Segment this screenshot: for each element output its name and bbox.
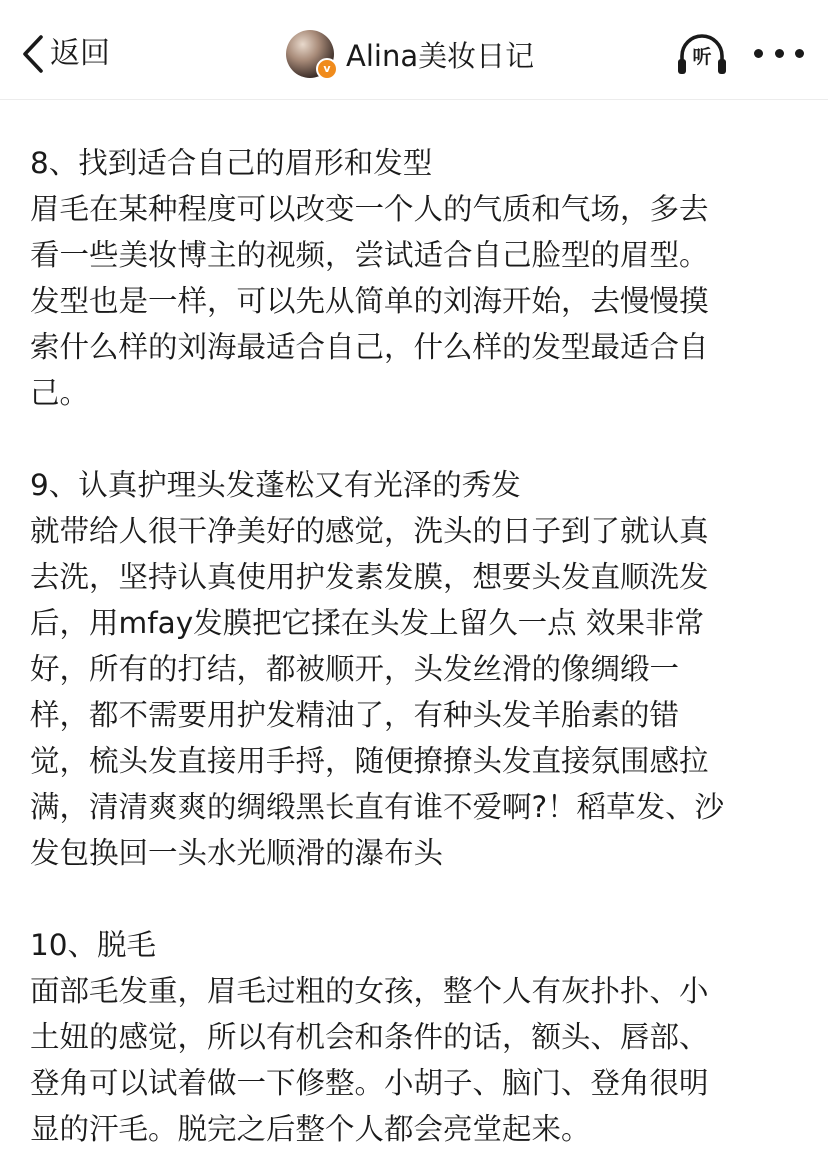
paragraph-line: 土妞的感觉，所以有机会和条件的话，额头、唇部、 xyxy=(30,1020,709,1054)
paragraph-line: 登角可以试着做一下修整。小胡子、脑门、登角很明 xyxy=(30,1066,709,1100)
paragraph-line: 样，都不需要用护发精油了，有种头发羊胎素的错 xyxy=(30,698,680,732)
back-button[interactable] xyxy=(22,32,110,76)
chevron-left-icon xyxy=(22,34,44,74)
section-heading: 10、脱毛 xyxy=(30,928,157,962)
paragraph-line: 觉，梳头发直接用手捋，随便撩撩头发直接氛围感拉 xyxy=(30,744,709,778)
more-dot-icon xyxy=(795,49,804,58)
paragraph-line: 就带给人很干净美好的感觉，洗头的日子到了就认真 xyxy=(30,514,709,548)
back-label: 返回 xyxy=(50,36,110,71)
more-dot-icon xyxy=(754,49,763,58)
paragraph-line: 去洗，坚持认真使用护发素发膜，想要头发直顺洗发 xyxy=(30,560,709,594)
more-options-button[interactable] xyxy=(754,42,804,64)
paragraph-line: 满，清清爽爽的绸缎黑长直有谁不爱啊?！稻草发、沙 xyxy=(30,790,725,824)
listen-button[interactable] xyxy=(676,32,728,78)
paragraph-line: 好，所有的打结，都被顺开，头发丝滑的像绸缎一 xyxy=(30,652,680,686)
account-header[interactable] xyxy=(286,28,534,80)
top-nav-bar xyxy=(0,0,828,100)
article-body xyxy=(30,140,805,1170)
paragraph-line: 看一些美妆博主的视频，尝试适合自己脸型的眉型。 xyxy=(30,238,709,272)
verified-badge-icon: v xyxy=(316,58,338,80)
paragraph-line: 索什么样的刘海最适合自己，什么样的发型最适合自 xyxy=(30,330,709,364)
paragraph-line: 眉毛在某种程度可以改变一个人的气质和气场，多去 xyxy=(30,192,709,226)
section-heading: 8、找到适合自己的眉形和发型 xyxy=(30,146,433,180)
paragraph-line: 发包换回一头水光顺滑的瀑布头 xyxy=(30,836,444,870)
paragraph-line: 后，用mfay发膜把它揉在头发上留久一点 效果非常 xyxy=(30,606,705,640)
paragraph-line: 发型也是一样，可以先从简单的刘海开始，去慢慢摸 xyxy=(30,284,709,318)
avatar[interactable] xyxy=(286,30,334,78)
section-hair-care xyxy=(30,462,805,876)
section-heading: 9、认真护理头发蓬松又有光泽的秀发 xyxy=(30,468,521,502)
listen-label: 听 xyxy=(692,46,712,68)
paragraph-line: 显的汗毛。脱完之后整个人都会亮堂起来。 xyxy=(30,1112,591,1146)
paragraph-line: 己。 xyxy=(30,376,90,410)
section-eyebrow-hairstyle xyxy=(30,140,805,416)
section-hair-removal xyxy=(30,922,805,1152)
more-dot-icon xyxy=(775,49,784,58)
account-title: Alina美妆日记 xyxy=(346,38,535,73)
paragraph-line: 面部毛发重，眉毛过粗的女孩，整个人有灰扑扑、小 xyxy=(30,974,709,1008)
